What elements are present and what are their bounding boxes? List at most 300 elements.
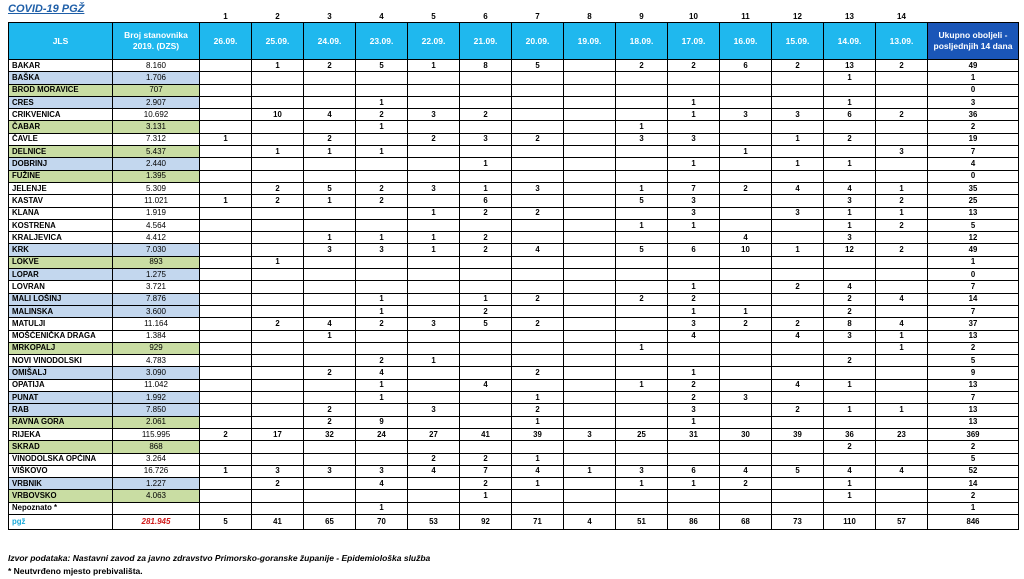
daily-count-cell [512,109,564,121]
daily-count-cell [564,305,616,317]
daily-count-cell [772,342,824,354]
daily-count-cell: 2 [616,60,668,72]
summary-count-cell: 57 [876,514,928,529]
daily-count-cell: 1 [824,72,876,84]
daily-count-cell [772,305,824,317]
daily-count-cell [304,121,356,133]
column-number: 5 [431,11,436,21]
daily-count-cell: 1 [824,478,876,490]
daily-count-cell [616,490,668,502]
daily-count-cell: 2 [460,232,512,244]
daily-count-cell [772,72,824,84]
population-cell: 4.783 [113,355,200,367]
header-population: Broj stanovnika 2019. (DZS) [113,23,200,60]
daily-count-cell [200,342,252,354]
population-cell: 3.090 [113,367,200,379]
daily-count-cell: 2 [512,207,564,219]
daily-count-cell [616,269,668,281]
daily-count-cell: 1 [356,146,408,158]
table-row [9,244,1019,256]
table-row [9,428,1019,440]
daily-count-cell: 1 [356,392,408,404]
column-number: 2 [275,11,280,21]
daily-count-cell [668,256,720,268]
daily-count-cell [564,379,616,391]
municipality-name: RIJEKA [9,428,113,440]
table-row [9,182,1019,194]
daily-count-cell [356,158,408,170]
daily-count-cell [304,379,356,391]
daily-count-cell: 2 [668,293,720,305]
daily-count-cell [304,305,356,317]
daily-count-cell: 1 [356,121,408,133]
daily-count-cell [252,293,304,305]
daily-count-cell: 36 [824,428,876,440]
header-date: 17.09. [668,23,720,60]
daily-count-cell: 3 [252,465,304,477]
daily-count-cell [720,96,772,108]
daily-count-cell: 3 [824,195,876,207]
population-cell: 4.412 [113,232,200,244]
daily-count-cell: 1 [512,453,564,465]
daily-count-cell: 1 [356,305,408,317]
daily-count-cell [460,256,512,268]
table-row [9,170,1019,182]
daily-count-cell [616,318,668,330]
daily-count-cell [824,84,876,96]
daily-count-cell [460,269,512,281]
daily-count-cell [252,355,304,367]
daily-count-cell: 3 [876,146,928,158]
daily-count-cell: 1 [356,232,408,244]
header-row [9,23,1019,60]
table-row [9,109,1019,121]
table-row [9,330,1019,342]
municipality-name: VRBOVSKO [9,490,113,502]
daily-count-cell [876,84,928,96]
daily-count-cell: 4 [356,367,408,379]
population-cell: 1.384 [113,330,200,342]
daily-count-cell [876,502,928,514]
daily-count-cell [824,453,876,465]
daily-count-cell [512,342,564,354]
daily-count-cell: 2 [876,109,928,121]
daily-count-cell [304,490,356,502]
daily-count-cell: 1 [668,281,720,293]
daily-count-cell [772,293,824,305]
daily-count-cell [824,121,876,133]
daily-count-cell [772,121,824,133]
daily-count-cell: 3 [304,244,356,256]
daily-count-cell [824,502,876,514]
column-number: 13 [845,11,854,21]
daily-count-cell: 2 [252,318,304,330]
daily-count-cell: 1 [668,158,720,170]
daily-count-cell [772,367,824,379]
daily-count-cell [460,342,512,354]
daily-count-cell [304,502,356,514]
daily-count-cell: 4 [720,232,772,244]
daily-count-cell [512,72,564,84]
total-cell: 5 [928,219,1019,231]
daily-count-cell [252,170,304,182]
total-cell: 36 [928,109,1019,121]
daily-count-cell: 3 [460,133,512,145]
daily-count-cell: 4 [408,465,460,477]
daily-count-cell [408,158,460,170]
total-cell: 35 [928,182,1019,194]
daily-count-cell [408,281,460,293]
daily-count-cell [512,84,564,96]
daily-count-cell [200,502,252,514]
daily-count-cell [252,502,304,514]
daily-count-cell: 4 [460,379,512,391]
daily-count-cell [824,342,876,354]
daily-count-cell: 1 [512,478,564,490]
daily-count-cell [876,355,928,367]
table-row [9,84,1019,96]
summary-count-cell: 51 [616,514,668,529]
daily-count-cell [720,219,772,231]
daily-count-cell: 3 [668,195,720,207]
daily-count-cell [200,182,252,194]
header-date: 15.09. [772,23,824,60]
daily-count-cell: 2 [772,60,824,72]
daily-count-cell [408,330,460,342]
table-row [9,453,1019,465]
daily-count-cell: 25 [616,428,668,440]
daily-count-cell: 1 [876,330,928,342]
header-date: 26.09. [200,23,252,60]
daily-count-cell [564,109,616,121]
daily-count-cell [512,269,564,281]
daily-count-cell [356,84,408,96]
daily-count-cell: 3 [824,330,876,342]
daily-count-cell [408,72,460,84]
total-cell: 7 [928,146,1019,158]
column-number: 6 [483,11,488,21]
daily-count-cell [408,490,460,502]
table-row [9,219,1019,231]
daily-count-cell [512,330,564,342]
daily-count-cell [512,256,564,268]
header-date: 16.09. [720,23,772,60]
daily-count-cell: 3 [668,207,720,219]
municipality-name: RAVNA GORA [9,416,113,428]
table-row [9,318,1019,330]
daily-count-cell: 5 [356,60,408,72]
table-row [9,392,1019,404]
municipality-name: FUŽINE [9,170,113,182]
daily-count-cell [512,219,564,231]
population-cell: 3.131 [113,121,200,133]
daily-count-cell [252,305,304,317]
daily-count-cell [356,490,408,502]
column-number-row [9,11,1019,23]
daily-count-cell: 17 [252,428,304,440]
total-cell: 5 [928,453,1019,465]
population-cell [113,502,200,514]
daily-count-cell [564,318,616,330]
daily-count-cell: 2 [720,318,772,330]
municipality-name: MOŠĆENIČKA DRAGA [9,330,113,342]
daily-count-cell [564,146,616,158]
daily-count-cell: 1 [200,195,252,207]
page-title: COVID-19 PGŽ [8,3,85,15]
daily-count-cell: 2 [824,355,876,367]
daily-count-cell [408,392,460,404]
header-date: 14.09. [824,23,876,60]
daily-count-cell [200,109,252,121]
table-row [9,293,1019,305]
daily-count-cell [564,133,616,145]
daily-count-cell [200,158,252,170]
daily-count-cell [616,281,668,293]
municipality-name: VIŠKOVO [9,465,113,477]
daily-count-cell [876,281,928,293]
daily-count-cell [200,404,252,416]
blank-cell [9,11,113,23]
daily-count-cell [616,453,668,465]
daily-count-cell [304,207,356,219]
population-cell: 868 [113,441,200,453]
total-cell: 1 [928,256,1019,268]
daily-count-cell [408,502,460,514]
daily-count-cell [668,269,720,281]
daily-count-cell [252,416,304,428]
daily-count-cell: 1 [408,244,460,256]
daily-count-cell [772,232,824,244]
daily-count-cell [252,342,304,354]
daily-count-cell: 2 [824,441,876,453]
daily-count-cell [876,305,928,317]
header-date: 20.09. [512,23,564,60]
summary-label: pgž [9,514,113,529]
daily-count-cell: 1 [824,490,876,502]
daily-count-cell [564,342,616,354]
daily-count-cell [200,330,252,342]
daily-count-cell: 7 [460,465,512,477]
daily-count-cell [564,281,616,293]
daily-count-cell [408,96,460,108]
daily-count-cell [252,441,304,453]
total-cell: 13 [928,207,1019,219]
daily-count-cell: 1 [408,60,460,72]
daily-count-cell [564,441,616,453]
daily-count-cell [460,146,512,158]
municipality-name: KRK [9,244,113,256]
daily-count-cell: 2 [720,182,772,194]
daily-count-cell [460,96,512,108]
column-number: 12 [793,11,802,21]
daily-count-cell: 3 [408,404,460,416]
daily-count-cell [720,367,772,379]
daily-count-cell [564,170,616,182]
daily-count-cell [304,453,356,465]
daily-count-cell [200,72,252,84]
daily-count-cell [408,305,460,317]
daily-count-cell [824,367,876,379]
daily-count-cell [356,330,408,342]
daily-count-cell: 1 [824,379,876,391]
daily-count-cell [460,502,512,514]
daily-count-cell [616,146,668,158]
population-cell: 4.063 [113,490,200,502]
daily-count-cell [824,146,876,158]
daily-count-cell: 1 [616,182,668,194]
daily-count-cell [720,207,772,219]
population-cell: 3.600 [113,305,200,317]
daily-count-cell: 2 [408,453,460,465]
daily-count-cell: 4 [876,465,928,477]
total-cell: 13 [928,330,1019,342]
daily-count-cell [356,281,408,293]
municipality-name: MALINSKA [9,305,113,317]
daily-count-cell: 3 [408,109,460,121]
daily-count-cell: 1 [616,219,668,231]
daily-count-cell [460,416,512,428]
daily-count-cell [408,416,460,428]
daily-count-cell [720,121,772,133]
daily-count-cell: 1 [304,195,356,207]
daily-count-cell: 1 [876,182,928,194]
daily-count-cell [304,219,356,231]
daily-count-cell: 1 [876,342,928,354]
daily-count-cell: 10 [720,244,772,256]
table-row [9,195,1019,207]
daily-count-cell: 1 [720,146,772,158]
municipality-name: PUNAT [9,392,113,404]
daily-count-cell [304,342,356,354]
daily-count-cell [720,281,772,293]
blank-cell [113,11,200,23]
daily-count-cell: 32 [304,428,356,440]
municipality-name: BAŠKA [9,72,113,84]
table-row [9,121,1019,133]
daily-count-cell: 1 [356,502,408,514]
daily-count-cell: 2 [356,318,408,330]
total-cell: 0 [928,84,1019,96]
population-cell: 5.309 [113,182,200,194]
daily-count-cell [252,330,304,342]
daily-count-cell: 2 [668,392,720,404]
municipality-name: JELENJE [9,182,113,194]
daily-count-cell [304,355,356,367]
daily-count-cell: 9 [356,416,408,428]
daily-count-cell: 1 [460,182,512,194]
daily-count-cell [876,392,928,404]
header-date: 22.09. [408,23,460,60]
daily-count-cell [720,256,772,268]
daily-count-cell [668,84,720,96]
daily-count-cell: 3 [772,109,824,121]
column-number: 10 [689,11,698,21]
daily-count-cell [772,502,824,514]
daily-count-cell: 2 [512,318,564,330]
daily-count-cell [356,269,408,281]
daily-count-cell: 10 [252,109,304,121]
population-cell: 11.042 [113,379,200,391]
daily-count-cell: 6 [668,244,720,256]
daily-count-cell [824,269,876,281]
daily-count-cell [200,355,252,367]
population-cell: 2.061 [113,416,200,428]
table-row [9,256,1019,268]
population-cell: 11.164 [113,318,200,330]
daily-count-cell: 1 [616,121,668,133]
daily-count-cell [512,195,564,207]
daily-count-cell: 2 [304,133,356,145]
daily-count-cell: 4 [512,244,564,256]
daily-count-cell: 2 [460,207,512,219]
daily-count-cell: 1 [668,367,720,379]
total-cell: 2 [928,490,1019,502]
daily-count-cell [772,478,824,490]
daily-count-cell: 1 [824,219,876,231]
daily-count-cell: 2 [824,133,876,145]
daily-count-cell: 3 [616,133,668,145]
total-cell: 49 [928,244,1019,256]
daily-count-cell: 2 [668,379,720,391]
municipality-name: KRALJEVICA [9,232,113,244]
daily-count-cell [408,170,460,182]
daily-count-cell: 8 [824,318,876,330]
daily-count-cell: 4 [772,330,824,342]
table-row [9,60,1019,72]
daily-count-cell [252,392,304,404]
table-row [9,404,1019,416]
daily-count-cell: 41 [460,428,512,440]
daily-count-cell: 4 [356,478,408,490]
daily-count-cell: 1 [772,133,824,145]
daily-count-cell [824,392,876,404]
daily-count-cell [512,96,564,108]
table-row [9,305,1019,317]
daily-count-cell: 1 [252,60,304,72]
total-cell: 7 [928,392,1019,404]
table-row [9,232,1019,244]
daily-count-cell: 3 [668,318,720,330]
daily-count-cell [876,453,928,465]
daily-count-cell: 1 [824,207,876,219]
daily-count-cell [876,478,928,490]
daily-count-cell: 1 [616,478,668,490]
daily-count-cell: 3 [408,318,460,330]
daily-count-cell [720,330,772,342]
daily-count-cell [304,96,356,108]
daily-count-cell: 3 [720,392,772,404]
daily-count-cell: 3 [668,133,720,145]
daily-count-cell [876,379,928,391]
daily-count-cell [876,490,928,502]
municipality-name: LOKVE [9,256,113,268]
daily-count-cell [408,256,460,268]
daily-count-cell: 1 [824,96,876,108]
total-cell: 7 [928,305,1019,317]
daily-count-cell: 6 [720,60,772,72]
daily-count-cell [200,379,252,391]
population-cell: 10.692 [113,109,200,121]
daily-count-cell [824,256,876,268]
daily-count-cell [408,293,460,305]
daily-count-cell: 2 [512,367,564,379]
total-cell: 25 [928,195,1019,207]
daily-count-cell [460,121,512,133]
daily-count-cell [356,256,408,268]
daily-count-cell [408,478,460,490]
daily-count-cell [252,269,304,281]
municipality-name: Nepoznato * [9,502,113,514]
